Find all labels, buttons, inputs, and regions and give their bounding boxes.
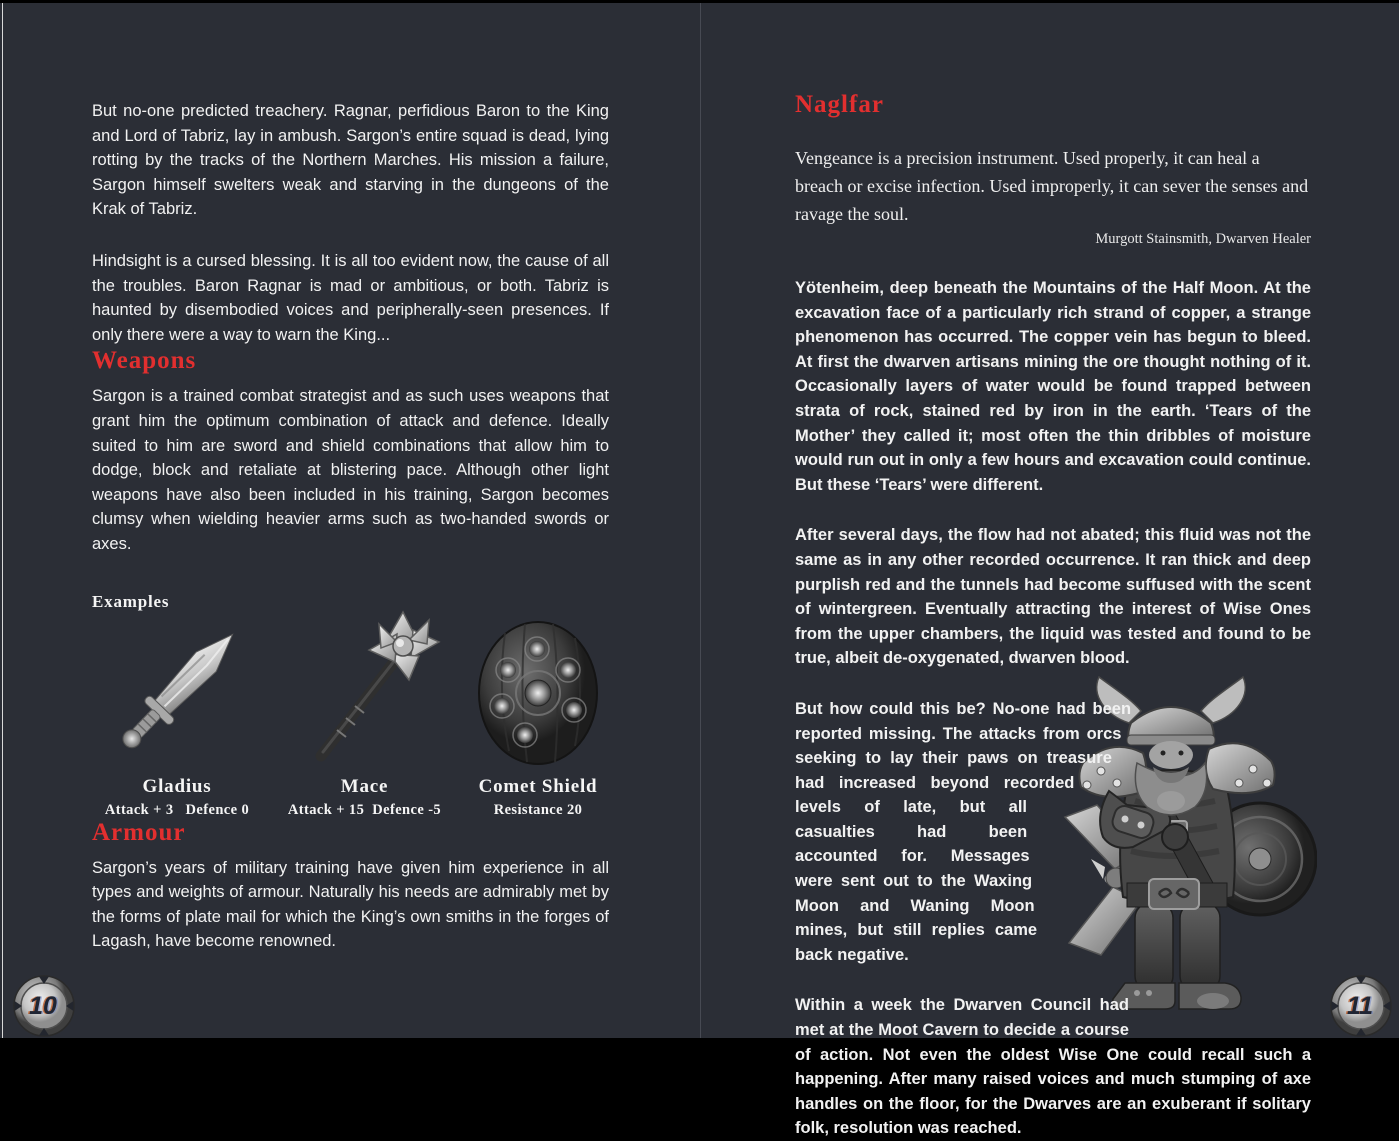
armour-heading: Armour xyxy=(92,818,186,846)
item-name: Mace xyxy=(340,775,389,797)
body-paragraph: Yötenheim, deep beneath the Mountains of the Half Moon. At the excavation face of a particularly rich strand of copper, a strange phenomenon has occurred. The copper vein has begun to bleed. At first the dwarven artisans mining the ore thought nothing of it. Occasionally layers of water would be found trapped between strata of rock, stained red by iron in the earth. ‘Tears of the Mother’ they called it; most often the thin dribbles of moisture would run out in only a few hours and excavation could continue. But these ‘Tears’ were different. xyxy=(795,279,1311,494)
item-stats: Resistance 20 xyxy=(493,801,583,818)
item-name: Gladius xyxy=(142,775,212,797)
mace-icon xyxy=(285,606,445,768)
armour-body-paragraph: Sargon’s years of military training have given him experience in all types and weights of armour. Naturally his needs are admirably met by the forms of plate mail for which the King’s own smiths in the forges of Lagash, have become renowned. xyxy=(92,858,609,951)
item-stats: Attack + 3 Defence 0 xyxy=(104,801,250,818)
weapons-body-paragraph: Sargon is a trained combat strategist and as such uses weapons that grant him the optimum combination of attack and defence. Ideally suited to him are sword and shield combinations that allow him to dodge, block and retaliate at blistering pace. Although other light weapons have also been included in his training, Sargon becomes clumsy when wielding heavier arms such as two-handed swords or axes. xyxy=(92,387,609,553)
mace-figure xyxy=(262,606,467,768)
manual-spread xyxy=(0,3,1399,1138)
body-paragraph: But how could this be? No-one had been reported missing. The attacks from orcs seeking to lay their paws on treasure had increased beyond recorded levels of late, but all casualties had been accounted for. Messages were sent out to the Waxing Moon and Waning Moon mines, but still replies came back negative. xyxy=(795,699,1132,964)
body-paragraph: Hindsight is a cursed blessing. It is all too evident now, the cause of all the troubles. Baron Ragnar is mad or ambitious, or both. Tabriz is haunted by disembodied voices and peripherally-seen presences. If only there were a way to warn the King... xyxy=(92,251,609,344)
item-stats: Attack + 15 Defence -5 xyxy=(287,801,442,818)
page-number: 10 xyxy=(29,991,57,1020)
page-number-badge xyxy=(1330,975,1392,1037)
page-right xyxy=(700,3,1399,1138)
examples-label: Examples xyxy=(92,591,170,611)
page-number-badge xyxy=(13,975,75,1037)
sword-icon xyxy=(103,616,251,768)
page-edge-highlight xyxy=(2,3,3,1038)
body-paragraph: Within a week the Dwarven Council had met at the Moot Cavern to decide a course of action. Not even the oldest Wise One could recall such a happening. After many raised voices and much stumping of axe handles on the floor, for the Dwarves are an exuberant if solitary folk, resolution was reached. xyxy=(795,996,1311,1138)
weapon-examples-row xyxy=(92,616,609,768)
body-paragraph: After several days, the flow had not abated; this fluid was not the same as in any other recorded occurrence. It ran thick and deep purplish red and the tunnels had become suffused with the scent of wintergreen. Eventually attracting the interest of Wise Ones from the upper chambers, the liquid was tested and found to be true, albeit de-oxygenated, dwarven blood. xyxy=(795,526,1311,668)
weapon-names-row xyxy=(92,776,609,798)
page-left xyxy=(0,3,700,1038)
shield-icon xyxy=(475,618,601,768)
quote-attribution: Murgott Stainsmith, Dwarven Healer xyxy=(1095,231,1311,247)
naglfar-heading: Naglfar xyxy=(795,91,884,118)
gladius-figure xyxy=(92,616,262,768)
item-name: Comet Shield xyxy=(478,775,598,797)
epigraph-quote: Vengeance is a precision instrument. Used properly, it can heal a breach or excise infection. Used improperly, it can sever the senses and ravage the soul. xyxy=(795,148,1309,224)
body-paragraph: But no-one predicted treachery. Ragnar, perfidious Baron to the King and Lord of Tabriz, lay in ambush. Sargon’s entire squad is dead, lying rotting by the tracks of the Northern Marches. His mission a failure, Sargon himself swelters weak and starving in the dungeons of the Krak of Tabriz. xyxy=(92,102,609,219)
weapons-heading: Weapons xyxy=(92,347,197,375)
page-number: 11 xyxy=(1347,991,1373,1020)
weapon-stats-row xyxy=(92,802,609,819)
comet-shield-figure xyxy=(467,618,609,768)
